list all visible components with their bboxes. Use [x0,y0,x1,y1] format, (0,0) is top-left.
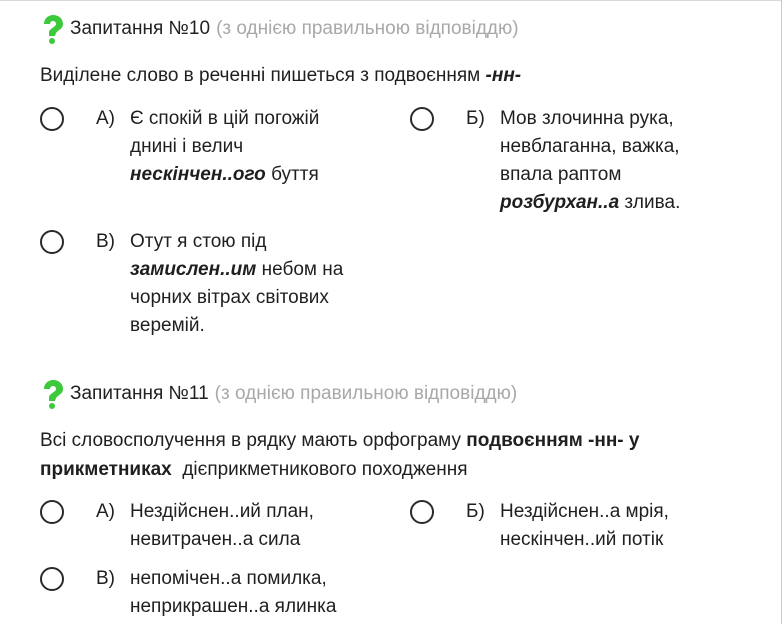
option-text: непомічен..а помилка, неприкрашен..а ялинка [130,568,337,617]
option-text: Мов злочинна рука, невблаганна, важка, впала раптом розбурхан..а злива. [500,108,681,213]
radio-button[interactable] [40,107,64,131]
option-text: Нездійснен..а мрія, нескінчен..ий потік [500,501,669,550]
q10-option-b[interactable] [410,105,710,217]
question-mark-icon [38,379,66,409]
option-emphasis: замислен..им [130,259,257,280]
stem-bold: подвоєнням -нн- у прикметниках [40,430,640,480]
q11-option-a[interactable] [40,498,355,554]
question-10-header [38,14,519,44]
question-11-header [38,379,517,409]
option-emphasis: нескінчен..ого [130,164,266,185]
question-mark-icon [38,14,66,44]
question-subtitle: (з однією правильною відповіддю) [214,383,518,404]
q11-option-c[interactable] [40,565,370,621]
stem-emphasis: -нн- [485,65,522,86]
option-letter: Б) [466,108,485,129]
stem-text-end: дієприкметникового походження [182,459,468,480]
radio-button[interactable] [40,567,64,591]
option-letter: В) [96,568,115,589]
q10-option-a[interactable] [40,105,362,189]
radio-button[interactable] [40,500,64,524]
q10-option-c[interactable] [40,228,374,340]
option-text: Є спокій в цій погожій днині і велич нескінчен..ого буття [130,108,320,185]
radio-button[interactable] [410,500,434,524]
option-letter: В) [96,231,115,252]
stem-text: Всі словосполучення в рядку мають орфограму [40,430,461,451]
question-11-stem [40,426,720,484]
question-title: Запитання №10 [70,18,211,39]
radio-button[interactable] [40,230,64,254]
question-subtitle: (з однією правильною відповіддю) [216,18,519,39]
stem-text: Виділене слово в реченні пишеться з подвоєнням [40,65,481,86]
question-title: Запитання №11 [70,383,209,404]
option-letter: А) [96,108,115,129]
option-emphasis: розбурхан..а [500,192,620,213]
frame-top-border [0,0,782,1]
option-text: Отут я стою під замислен..им небом на чорних вітрах світових веремій. [130,231,344,336]
option-text: Нездійснен..ий план, невитрачен..а сила [130,501,314,550]
option-letter: Б) [466,501,485,522]
question-10-stem [40,61,521,90]
q11-option-b[interactable] [410,498,700,554]
option-letter: А) [96,501,115,522]
radio-button[interactable] [410,107,434,131]
